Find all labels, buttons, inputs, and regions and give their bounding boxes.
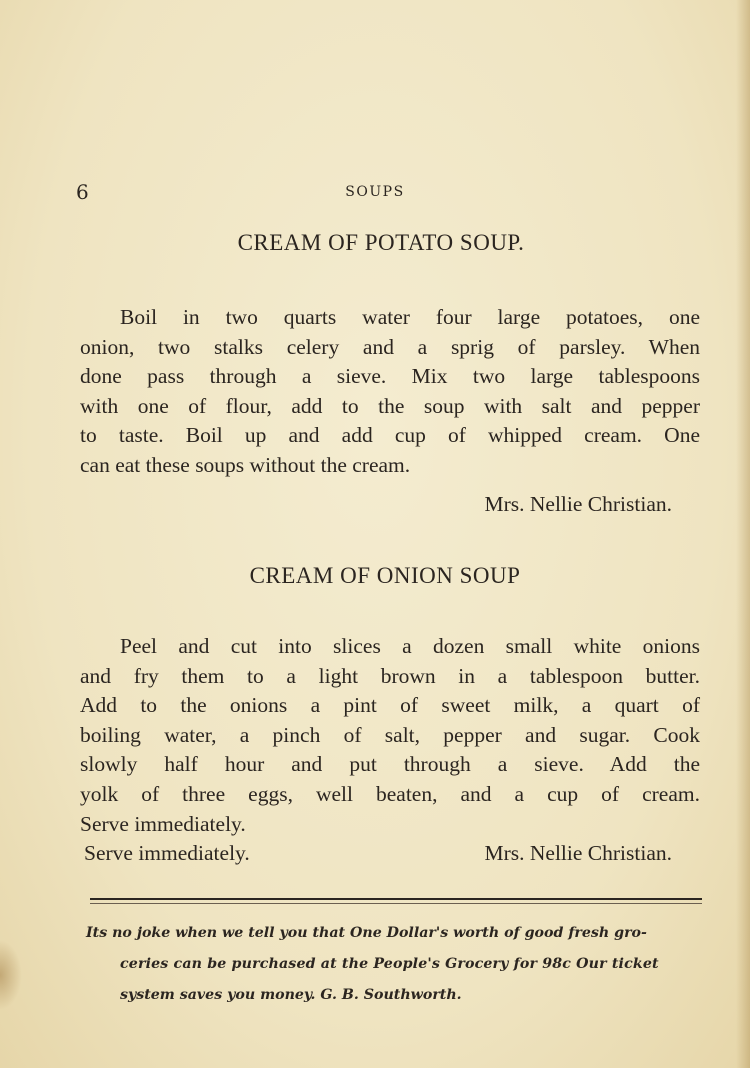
body-line: to taste. Boil up and add cup of whipped cream. One: [80, 423, 700, 448]
running-head: SOUPS: [345, 184, 405, 200]
body-line: slowly half hour and put through a sieve. Add the: [80, 752, 700, 777]
recipe-body-onion: [80, 632, 700, 839]
body-line: Peel and cut into slices a dozen small white onions: [120, 634, 700, 658]
body-line: Add to the onions a pint of sweet milk, a quart of: [80, 693, 700, 718]
divider-rule: [90, 903, 702, 904]
divider-rule: [90, 898, 702, 900]
advertisement-line: Its no joke when we tell you that One Dollar's worth of good fresh gro-: [86, 925, 647, 941]
body-line: yolk of three eggs, well beaten, and a cup of cream.: [80, 781, 700, 806]
page-stain: [0, 940, 22, 1010]
recipe-title-potato: CREAM OF POTATO SOUP.: [237, 230, 525, 255]
body-line: done pass through a sieve. Mix two large tablespoons: [80, 364, 700, 389]
page-edge-shadow: [736, 0, 750, 1068]
recipe-attribution-onion: Mrs. Nellie Christian.: [484, 841, 672, 865]
recipe-title-onion: CREAM OF ONION SOUP: [249, 563, 521, 588]
body-line: Serve immediately.: [80, 811, 246, 836]
recipe-attribution-potato: Mrs. Nellie Christian.: [484, 492, 672, 516]
advertisement-line: system saves you money. G. B. Southworth.: [120, 987, 462, 1003]
body-line: boiling water, a pinch of salt, pepper and sugar. Cook: [80, 722, 700, 747]
body-line: can eat these soups without the cream.: [80, 452, 411, 477]
body-line: Boil in two quarts water four large potatoes, one: [120, 305, 700, 329]
page-number: 6: [76, 180, 89, 204]
advertisement: [86, 918, 710, 1011]
advertisement-line: ceries can be purchased at the People's Grocery for 98c Our ticket: [120, 956, 659, 972]
body-line: and fry them to a light brown in a tablespoon butter.: [80, 663, 700, 688]
recipe-body-potato: [80, 303, 700, 481]
closing-line: Serve immediately.: [84, 841, 250, 865]
body-line: with one of flour, add to the soup with salt and pepper: [80, 393, 700, 418]
body-line: onion, two stalks celery and a sprig of parsley. When: [80, 334, 700, 359]
